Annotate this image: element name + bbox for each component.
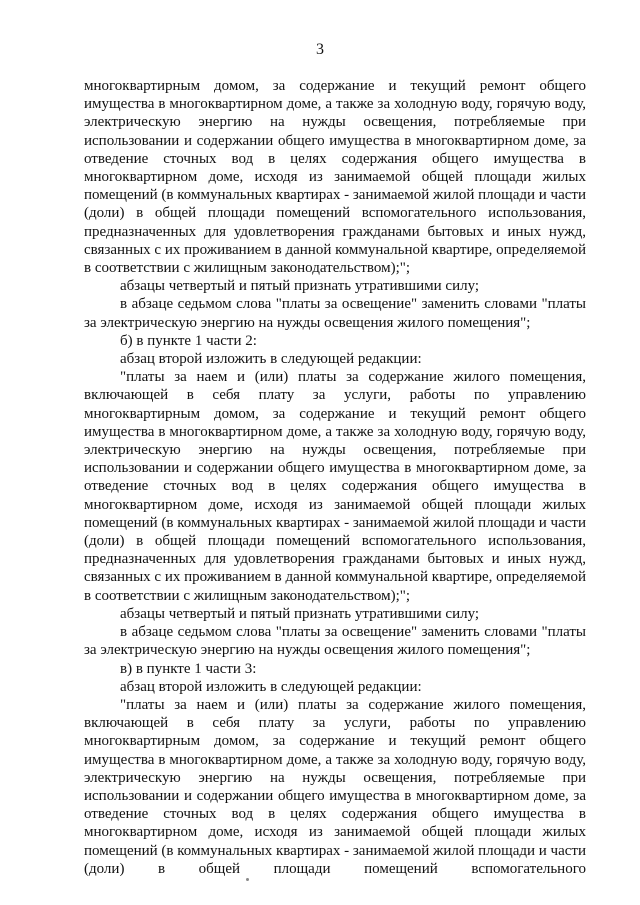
scan-speck [246, 878, 249, 881]
paragraph-subitem-v: в) в пункте 1 части 3: [120, 660, 257, 677]
paragraph-new-wording: "платы за наем и (или) платы за содержание жилого помещения, включающей в себя плату за услуги, работы по управлению многоквартирным домом, за содержание и текущий ремонт общего имущества в многоквартирном доме, а также за холодную воду, горячую воду, электрическую энергию на нужды освещения, потребляемые при использовании и содержании общего имущества в многоквартирном доме, за отведение сточных вод в целях содержания общего имущества в многоквартирном доме, исходя из занимаемой общей площади жилых помещений (в коммунальных квартирах - занимаемой жилой площади и части (доли) в общей площади помещений вспомогательного использования, предназначенных для удовлетворения гражданами бытовых и иных нужд, связанных с их проживанием в данной коммунальной квартире, определяемой в соответствии с жилищным законодательством);"; [84, 369, 586, 604]
paragraph-new-wording: "платы за наем и (или) платы за содержание жилого помещения, включающей в себя плату за услуги, работы по управлению многоквартирным домом, за содержание и текущий ремонт общего имущества в многоквартирном доме, а также за холодную воду, горячую воду, электрическую энергию на нужды освещения, потребляемые при использовании и содержании общего имущества в многоквартирном доме, за отведение сточных вод в целях содержания общего имущества в многоквартирном доме, исходя из занимаемой общей площади жилых помещений (в коммунальных квартирах - занимаемой жилой площади и части (доли) в общей площади помещений вспомогательного [84, 696, 586, 877]
paragraph-amend-intro: абзац второй изложить в следующей редакции: [120, 351, 422, 368]
paragraph-replace-words: в абзаце седьмом слова "платы за освещение" заменить словами "платы за электрическую энергию на нужды освещения жилого помещения"; [84, 296, 586, 331]
paragraph-continuation: многоквартирным домом, за содержание и текущий ремонт общего имущества в многоквартирном доме, а также за холодную воду, горячую воду, электрическую энергию на нужды освещения, потребляемые при использовании и содержании общего имущества в многоквартирном доме, за отведение сточных вод в целях содержания общего имущества в многоквартирном доме, исходя из занимаемой общей площади жилых помещений (в коммунальных квартирах - занимаемой жилой площади и части (доли) в общей площади помещений вспомогательного использования, предназначенных для удовлетворения гражданами бытовых и иных нужд, связанных с их проживанием в данной коммунальной квартире, определяемой в соответствии с жилищным законодательством);"; [84, 78, 586, 277]
paragraph-amend-intro: абзац второй изложить в следующей редакции: [120, 678, 422, 695]
page-number: 3 [316, 41, 324, 58]
paragraph-repeal-clauses: абзацы четвертый и пятый признать утратившими силу; [120, 278, 480, 295]
paragraph-replace-words: в абзаце седьмом слова "платы за освещение" заменить словами "платы за электрическую энергию на нужды освещения жилого помещения"; [84, 624, 586, 659]
paragraph-repeal-clauses: абзацы четвертый и пятый признать утратившими силу; [120, 605, 480, 622]
paragraph-subitem-b: б) в пункте 1 части 2: [120, 332, 257, 349]
document-body [84, 77, 586, 878]
